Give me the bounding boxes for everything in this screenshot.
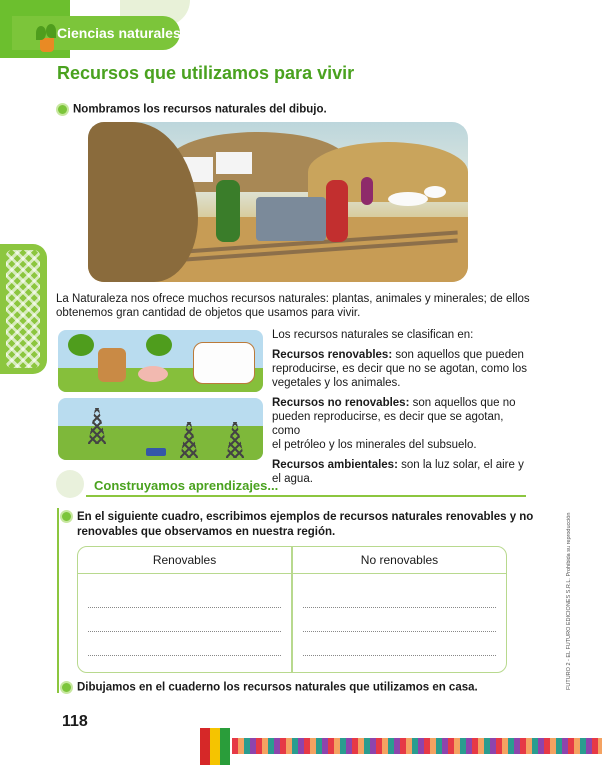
- instruction-1: [56, 103, 327, 116]
- renewables-column: [78, 547, 291, 672]
- answer-line[interactable]: [88, 631, 281, 632]
- renewable-def: reproducirse, es decir que no se agotan, como los: [272, 363, 528, 375]
- house: [216, 152, 252, 174]
- woman: [361, 177, 373, 205]
- intro-paragraph: [56, 292, 546, 320]
- environmental-term: Recursos ambientales:: [272, 459, 398, 471]
- plant-icon: [40, 38, 54, 52]
- section-header: [56, 470, 536, 498]
- palm-tree: [146, 334, 172, 356]
- page-number: 118: [62, 713, 88, 730]
- intro-line: La Naturaleza nos ofrece muchos recursos naturales: plantas, animales y minerales; de ellos: [56, 293, 530, 305]
- mining-scene-illustration: [88, 122, 468, 282]
- sheep: [424, 186, 446, 198]
- instruction-3-text: Dibujamos en el cuaderno los recursos naturales que utilizamos en casa.: [77, 681, 478, 694]
- truck: [146, 448, 166, 456]
- sheep: [388, 192, 428, 206]
- bullet-icon: [60, 681, 73, 694]
- instruction-2-text: renovables que observamos en nuestra región.: [77, 526, 336, 538]
- copyright-note: FUTURO 2 - EL FUTURO EDICIONES S.R.L. Prohibida su reproducción: [566, 512, 572, 690]
- classification-text: [272, 328, 534, 486]
- aguayo-pattern: [232, 738, 602, 754]
- classification-lead: Los recursos naturales se clasifican en:: [272, 329, 474, 341]
- nonrenewable-def: son aquellos que no: [409, 397, 516, 409]
- mine-cart: [256, 197, 326, 241]
- resources-table: [77, 546, 507, 673]
- answer-line[interactable]: [303, 631, 496, 632]
- flag-stripe-red: [200, 728, 210, 765]
- plant-leaf-icon: [36, 26, 46, 40]
- nonrenewable-definition: [272, 396, 534, 452]
- llama: [98, 348, 126, 382]
- renewable-def: son aquellos que pueden: [392, 349, 524, 361]
- renewable-definition: [272, 348, 534, 390]
- environmental-def: el agua.: [272, 473, 313, 485]
- intro-line: obtenemos gran cantidad de objetos que usamos para vivir.: [56, 307, 361, 319]
- environmental-def: son la luz solar, el aire y: [397, 459, 524, 471]
- renewable-illustration: [58, 330, 263, 392]
- nonrenewable-def: el petróleo y los minerales del subsuelo.: [272, 439, 477, 451]
- palm-tree: [68, 334, 94, 356]
- flag-stripe-yellow: [210, 728, 220, 765]
- weave-pattern: [6, 250, 40, 368]
- side-ribbon: [0, 244, 47, 374]
- scissors-pencil-icon: [56, 470, 84, 498]
- nonrenewables-column: [293, 547, 506, 672]
- instruction-2-text: En el siguiente cuadro, escribimos ejemplos de recursos naturales renovables y no: [77, 511, 534, 523]
- miner: [326, 180, 348, 242]
- classification-illustration: [58, 330, 263, 460]
- activity-guide-line: [57, 508, 59, 693]
- plant-leaf-icon: [46, 24, 56, 38]
- column-header-nonrenewables: No renovables: [293, 547, 506, 574]
- footer-band: [200, 728, 602, 765]
- answer-line[interactable]: [88, 607, 281, 608]
- page-title: Recursos que utilizamos para vivir: [57, 63, 355, 83]
- answer-line[interactable]: [303, 607, 496, 608]
- bullet-icon: [60, 510, 73, 523]
- section-title: Construyamos aprendizajes...: [94, 478, 279, 493]
- instruction-2: [60, 510, 540, 540]
- flag-stripe-green: [220, 728, 230, 765]
- bullet-icon: [56, 103, 69, 116]
- renewable-def: vegetales y los animales.: [272, 377, 401, 389]
- answer-line[interactable]: [303, 655, 496, 656]
- column-header-renewables: Renovables: [78, 547, 291, 574]
- section-label: Ciencias naturales: [57, 25, 181, 41]
- nonrenewable-illustration: [58, 398, 263, 460]
- instruction-3: [60, 681, 478, 694]
- nonrenewable-term: Recursos no renovables:: [272, 397, 410, 409]
- renewable-term: Recursos renovables:: [272, 349, 393, 361]
- answer-line[interactable]: [88, 655, 281, 656]
- pig: [138, 366, 168, 382]
- instruction-1-text: Nombramos los recursos naturales del dibujo.: [73, 103, 327, 116]
- miner: [216, 180, 240, 242]
- section-underline: [86, 495, 526, 497]
- nonrenewable-def: pueden reproducirse, es decir que se agotan, como: [272, 411, 504, 437]
- cow: [193, 342, 255, 384]
